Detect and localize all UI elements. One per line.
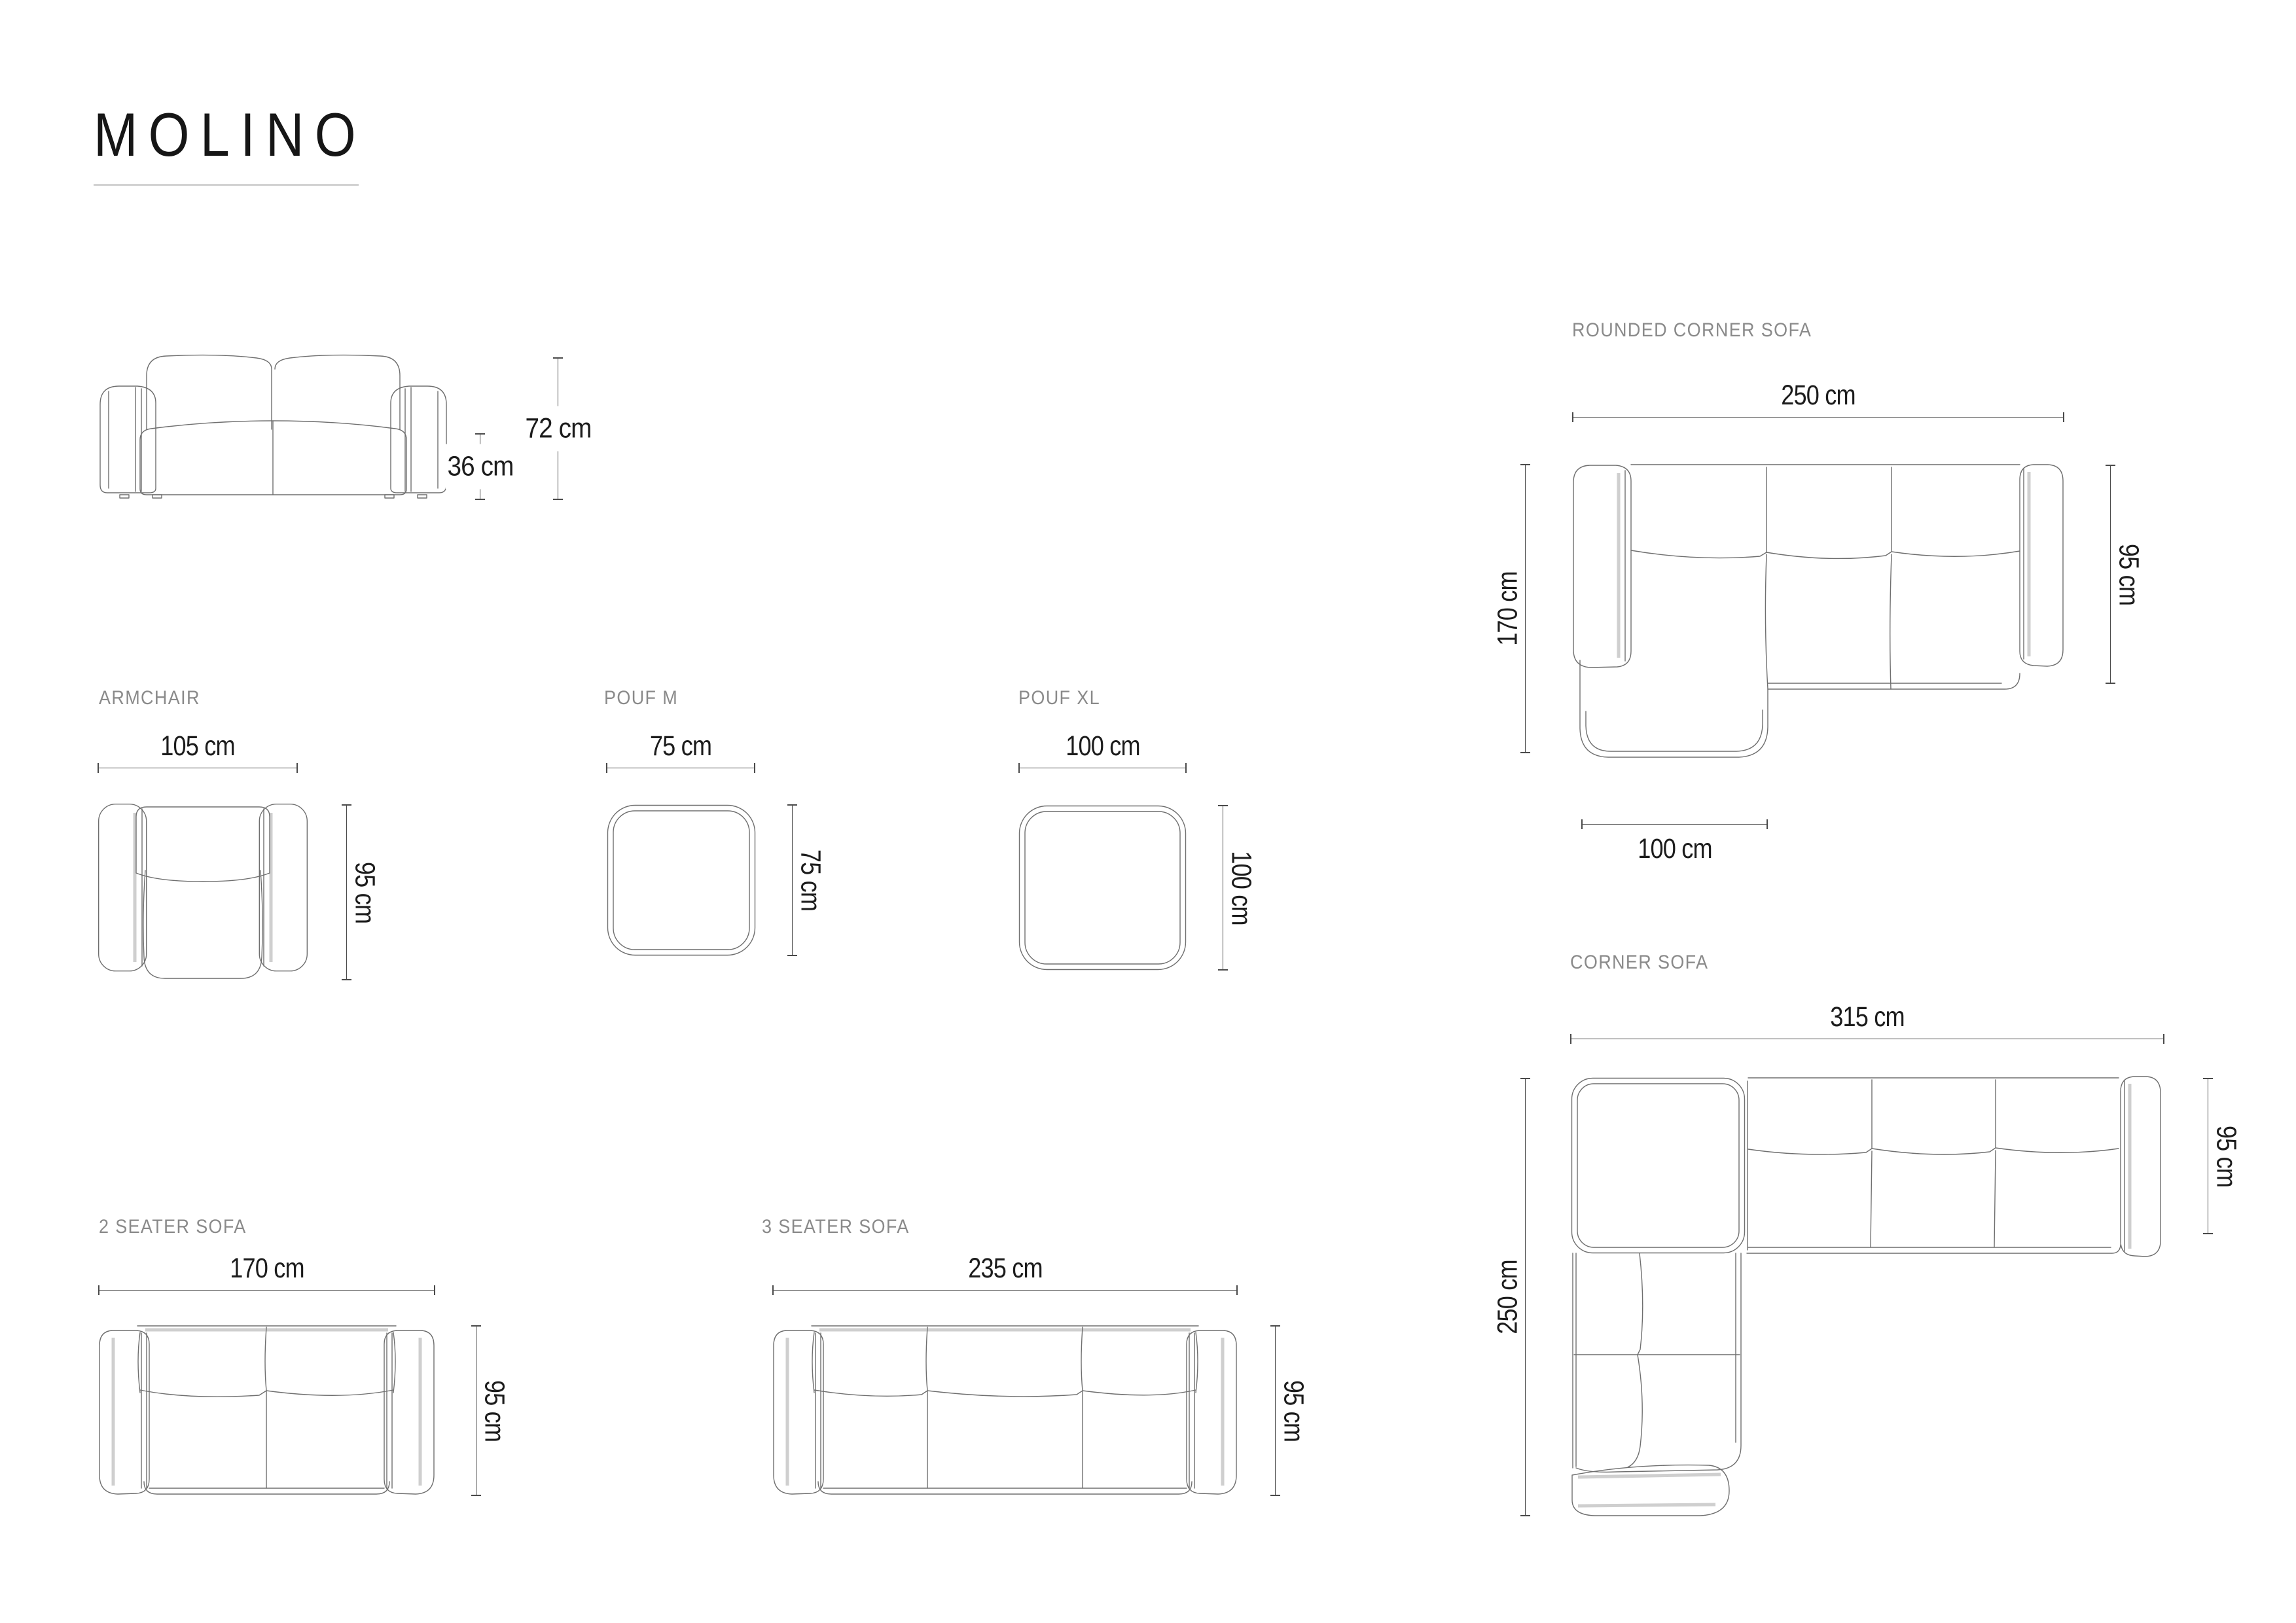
page-title: MOLINO [94, 100, 367, 169]
dim-rounded-corner-width [1572, 380, 2064, 418]
section-label-corner-sofa: CORNER SOFA [1570, 952, 1709, 973]
section-label-rounded-corner-sofa: ROUNDED CORNER SOFA [1572, 319, 1812, 341]
dim-label: 36 cm [446, 444, 515, 490]
dim-rounded-corner-chaise-width [1581, 824, 1768, 865]
two-seater-top-view-drawing [98, 1325, 435, 1496]
section-label-pouf-m: POUF M [604, 687, 679, 709]
dim-rounded-corner-depth-right [2110, 465, 2145, 684]
dim-corner-depth-left [1492, 1078, 1526, 1516]
dim-label: 95 cm [2113, 543, 2145, 605]
dim-label: 250 cm [1492, 1260, 1524, 1334]
section-label-armchair: ARMCHAIR [99, 687, 200, 709]
dim-label: 100 cm [1225, 850, 1257, 925]
dim-label: 95 cm [2210, 1125, 2242, 1187]
rounded-corner-sofa-top-view-drawing [1573, 463, 2065, 760]
pouf-m-top-view-drawing [607, 804, 756, 956]
section-label-two-seater: 2 SEATER SOFA [99, 1216, 247, 1238]
armchair-top-view-drawing [98, 804, 308, 980]
dim-two-seater-width [98, 1253, 435, 1291]
dim-label: 95 cm [349, 861, 381, 923]
dim-label: 75 cm [649, 730, 712, 762]
dim-pouf-m-depth [792, 804, 827, 956]
sofa-front-view-drawing [98, 352, 448, 499]
three-seater-top-view-drawing [772, 1325, 1238, 1496]
dim-label: 170 cm [229, 1253, 304, 1284]
section-label-three-seater: 3 SEATER SOFA [762, 1216, 910, 1238]
dim-label: 75 cm [795, 849, 827, 912]
dim-armchair-depth [346, 804, 381, 980]
dim-label: 95 cm [478, 1380, 511, 1442]
dim-label: 95 cm [1278, 1380, 1310, 1442]
dim-label: 105 cm [160, 730, 235, 762]
dim-label: 235 cm [967, 1253, 1043, 1284]
dim-three-seater-width [772, 1253, 1238, 1291]
title-underline [94, 184, 359, 186]
dim-label: 170 cm [1492, 571, 1524, 646]
dim-label: 250 cm [1781, 380, 1856, 411]
corner-sofa-top-view-drawing [1570, 1076, 2162, 1518]
dim-label: 100 cm [1065, 730, 1140, 762]
pouf-xl-top-view-drawing [1018, 805, 1187, 971]
dim-label: 100 cm [1637, 833, 1712, 865]
dim-three-seater-depth [1275, 1325, 1310, 1496]
dim-label: 72 cm [524, 406, 593, 452]
section-label-pouf-xl: POUF XL [1018, 687, 1100, 709]
dim-rounded-corner-depth-left [1492, 464, 1526, 753]
dim-label: 315 cm [1830, 1001, 1905, 1033]
